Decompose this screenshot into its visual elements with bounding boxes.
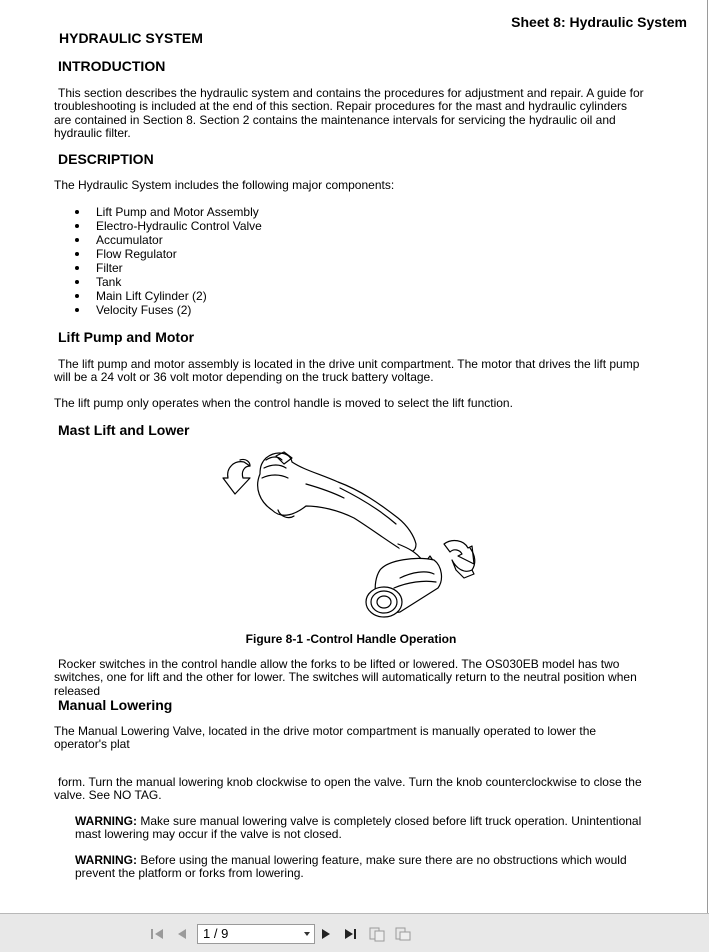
list-item: Main Lift Cylinder (2) [72,289,262,303]
description-heading: DESCRIPTION [58,151,154,167]
list-item: Flow Regulator [72,247,262,261]
list-item: Lift Pump and Motor Assembly [72,205,262,219]
last-page-button[interactable] [340,924,360,944]
manual-lowering-text-2: form. Turn the manual lowering knob clockwise to open the valve. Turn the knob counterclockwise to close the valve. See NO TAG. [54,775,642,803]
first-page-icon [150,927,166,941]
page-indicator: 1 / 9 [203,926,229,941]
page-number-select[interactable] [197,924,315,944]
introduction-heading: INTRODUCTION [58,58,166,74]
pdf-navigation-toolbar [0,920,709,948]
rotate-arrow-right-icon [444,541,474,564]
warning-text: Make sure manual lowering valve is completely closed before lift truck operation. Unintentional mast lowering may occur if the valve is not closed. [75,814,642,842]
control-handle-figure [220,448,482,620]
lift-pump-text-2: The lift pump only operates when the control handle is moved to select the lift function. [54,396,513,410]
figure-caption: Figure 8-1 -Control Handle Operation [245,632,457,646]
introduction-text: This section describes the hydraulic system and contains the procedures for adjustment and repair. A guide for troubleshooting is included at the end of this section. Repair procedures for the mast and hydraulic cylinders are contained in Section 8. Section 2 contains the maintenance intervals for servicing the hydraulic oil and hydraulic filter. [54,86,644,141]
last-page-icon [342,927,358,941]
lift-pump-heading: Lift Pump and Motor [58,329,195,345]
chevron-down-icon [304,932,310,936]
warning-1 [75,815,650,842]
list-item: Tank [72,275,262,289]
rotate-arrow-left-icon [223,462,250,494]
prev-page-button[interactable] [172,924,192,944]
manual-lowering-text-1: The Manual Lowering Valve, located in the drive motor compartment is manually operated to lower the operator's plat [54,724,597,752]
two-page-view-button[interactable] [393,924,413,944]
next-page-button[interactable] [316,924,336,944]
single-page-view-icon [368,926,386,942]
warning-label: WARNING: [75,853,137,867]
mast-text: Rocker switches in the control handle allow the forks to be lifted or lowered. The OS030EB model has two switches, one for lift and the other for lower. The switches will automatically return to the neutral position when released [54,657,637,698]
list-item: Accumulator [72,233,262,247]
sheet-title: Sheet 8: Hydraulic System [511,14,687,30]
prev-page-icon [176,927,188,941]
document-title: HYDRAULIC SYSTEM [59,30,203,46]
manual-lowering-heading: Manual Lowering [58,697,173,713]
two-page-view-icon [394,926,412,942]
mast-heading: Mast Lift and Lower [58,422,190,438]
components-list [72,205,262,317]
list-item: Electro-Hydraulic Control Valve [72,219,262,233]
next-page-icon [320,927,332,941]
single-page-view-button[interactable] [367,924,387,944]
warning-text: Before using the manual lowering feature, make sure there are no obstructions which would prevent the platform or forks from lowering. [75,853,627,881]
first-page-button[interactable] [148,924,168,944]
lift-pump-text-1: The lift pump and motor assembly is located in the drive unit compartment. The motor that drives the lift pump will be a 24 volt or 36 volt motor depending on the truck battery voltage. [54,357,640,385]
warning-label: WARNING: [75,814,137,828]
description-intro: The Hydraulic System includes the following major components: [54,178,395,192]
warning-2 [75,854,650,881]
list-item: Filter [72,261,262,275]
list-item: Velocity Fuses (2) [72,303,262,317]
